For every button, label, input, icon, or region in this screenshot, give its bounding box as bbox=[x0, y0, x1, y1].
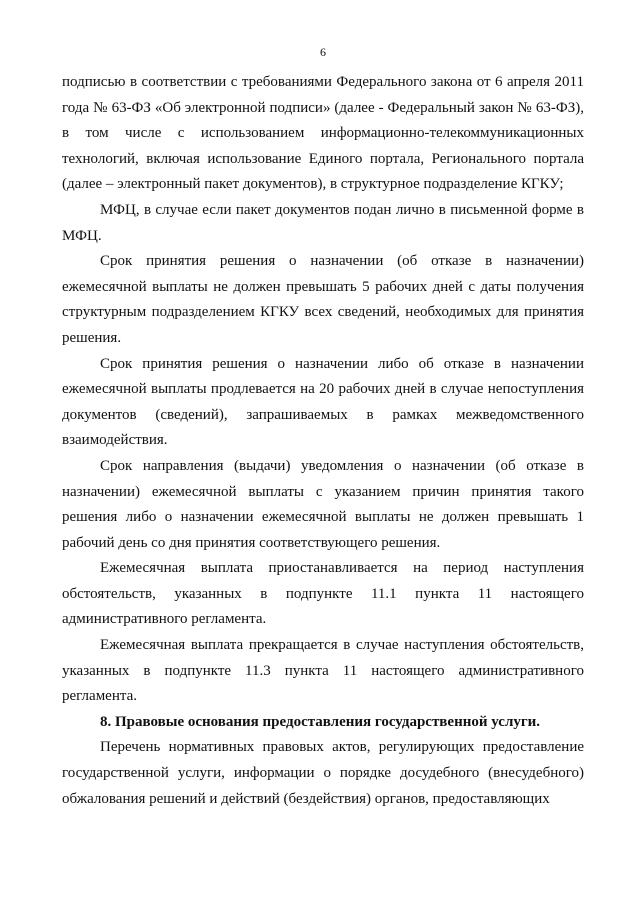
paragraph-payment-termination: Ежемесячная выплата прекращается в случае наступления обстоятельств, указанных в подпункте 11.3 пункта 11 настоящего административного регламента. bbox=[62, 637, 584, 705]
paragraph-term-extension: Срок принятия решения о назначении либо об отказе в назначении ежемесячной выплаты продлевается на 20 рабочих дней в случае непоступления документов (сведений), запрашиваемых в рамках межведомственного взаимодействия. bbox=[62, 355, 584, 449]
paragraph-notification-term: Срок направления (выдачи) уведомления о назначении (об отказе в назначении) ежемесячной выплаты с указанием причин принятия такого решения либо о назначении ежемесячной выплаты не должен превышать 1 рабочий день со дня принятия соответствующего решения. bbox=[62, 457, 584, 551]
paragraph-payment-suspension: Ежемесячная выплата приостанавливается на период наступления обстоятельств, указанных в подпункте 11.1 пункта 11 настоящего административного регламента. bbox=[62, 560, 584, 628]
paragraph-legal-acts: Перечень нормативных правовых актов, регулирующих предоставление государственной услуги, информации о порядке досудебного (внесудебного) обжалования решений и действий (бездействия) органов, предоставляющих bbox=[62, 739, 584, 807]
page-number: 6 bbox=[320, 45, 326, 59]
paragraph-mfc: МФЦ, в случае если пакет документов подан лично в письменной форме в МФЦ. bbox=[62, 201, 584, 244]
paragraph-continuation: подписью в соответствии с требованиями Федерального закона от 6 апреля 2011 года № 63-ФЗ «Об электронной подписи» (далее - Федеральный закон № 63-ФЗ), в том числе с использованием информационно-телекоммуникационных технологий, включая использование Единого портала, Регионального портала (далее – электронный пакет документов), в структурное подразделение КГКУ; bbox=[62, 74, 584, 193]
paragraph-decision-term: Срок принятия решения о назначении (об отказе в назначении) ежемесячной выплаты не должен превышать 5 рабочих дней с даты получения структурным подразделением КГКУ всех сведений, необходимых для принятия решения. bbox=[62, 253, 584, 346]
section-heading: 8. Правовые основания предоставления государственной услуги. bbox=[100, 713, 541, 730]
